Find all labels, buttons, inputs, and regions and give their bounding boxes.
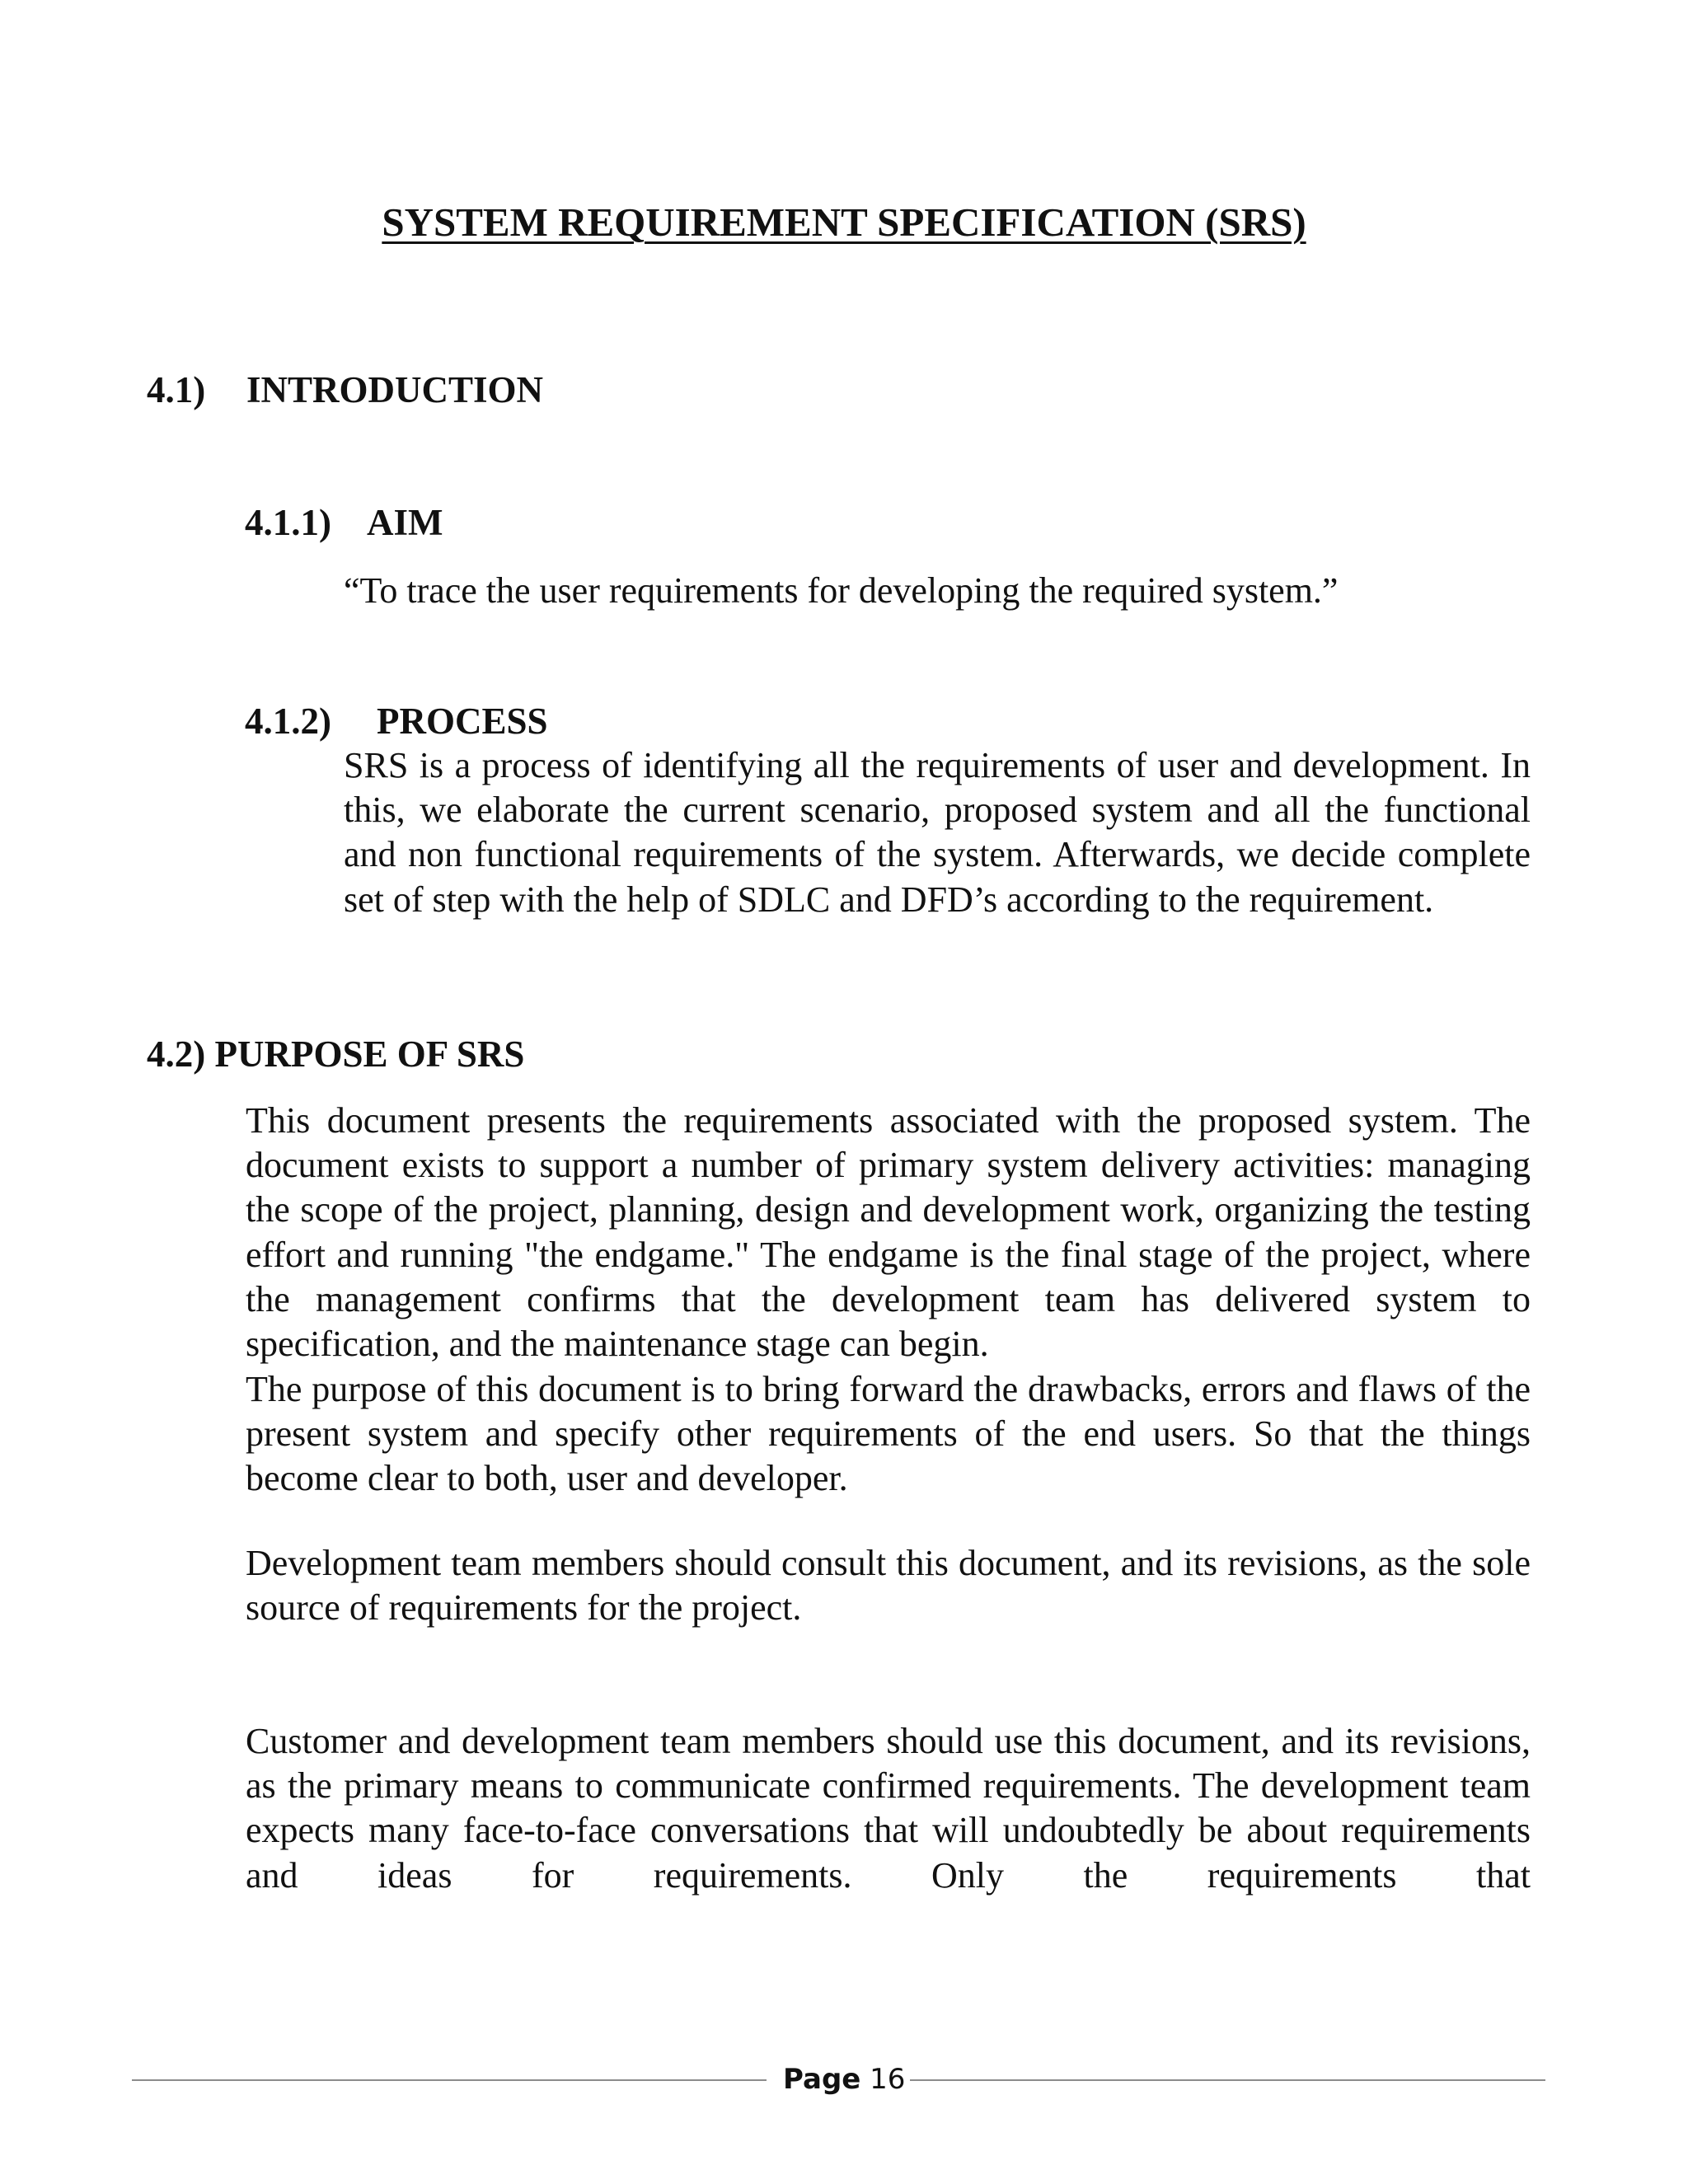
section-heading-purpose: 4.2) PURPOSE OF SRS: [147, 1033, 525, 1075]
page-number: 16: [870, 2063, 906, 2096]
footer-rule-right: [910, 2079, 1545, 2081]
subsection-heading-aim: [245, 500, 443, 545]
aim-text: “To trace the user requirements for developing the required system.”: [344, 570, 1339, 611]
page-title: SYSTEM REQUIREMENT SPECIFICATION (SRS): [382, 199, 1306, 245]
purpose-paragraph-4: Customer and development team members should use this document, and its revisions, as the primary means to communicate confirmed requirements. The development team expects many face-to-face conversations that will undoubtedly be about requirements and ideas for requirements. Only the requirements that: [246, 1721, 1531, 1896]
section-title: INTRODUCTION: [246, 369, 544, 410]
footer-rule-left: [132, 2079, 767, 2081]
purpose-paragraph-1: This document presents the requirements associated with the proposed system. The document exists to support a number of primary system delivery activities: managing the scope of the project, planning, design and development work, organizing the testing effort and running "the endgame." The endgame is the final stage of the project, where the management confirms that the development team has delivered system to specification, and the maintenance stage can begin.: [246, 1100, 1531, 1365]
subsection-title: AIM: [367, 502, 443, 543]
subsection-title: PROCESS: [377, 701, 548, 742]
subsection-number: 4.1.1): [245, 502, 331, 543]
subsection-number: 4.1.2): [245, 701, 331, 742]
process-text: SRS is a process of identifying all the requirements of user and development. In this, we elaborate the current scenario, proposed system and all the functional and non functional requirements of the system. Afterwards, we decide complete set of step with the help of SDLC and DFD’s according to the requirement.: [344, 745, 1531, 920]
purpose-paragraph-2: The purpose of this document is to bring forward the drawbacks, errors and flaws of the present system and specify other requirements of the end users. So that the things become clear to both, user and developer.: [246, 1369, 1531, 1499]
purpose-paragraph-3: Development team members should consult this document, and its revisions, as the sole source of requirements for the project.: [246, 1543, 1531, 1629]
subsection-heading-process: [245, 699, 548, 743]
section-number: 4.1): [147, 369, 206, 410]
page-word: Page: [783, 2063, 861, 2096]
page-number-label: [783, 2060, 906, 2098]
page-footer: [132, 2060, 1545, 2098]
section-heading-introduction: [147, 368, 543, 412]
